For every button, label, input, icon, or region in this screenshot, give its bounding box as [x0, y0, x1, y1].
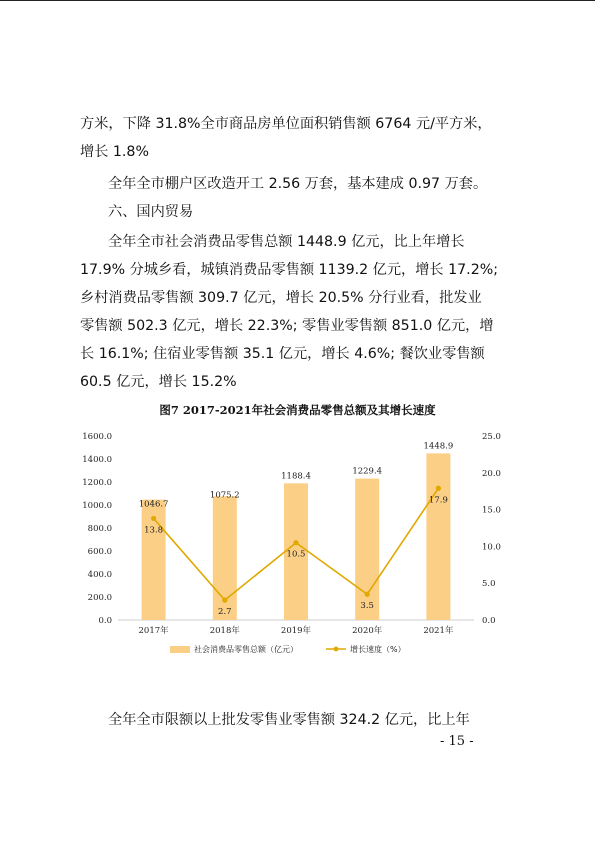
text-line: 全年全市限额以上批发零售业零售额 324.2 亿元，比上年 — [108, 712, 470, 728]
growth-point — [222, 598, 227, 603]
growth-point — [436, 486, 441, 491]
growth-value-label: 10.5 — [286, 549, 306, 560]
text-line: 零售额 502.3 亿元，增长 22.3%; 零售业零售额 851.0 亿元，增 — [80, 318, 494, 334]
bar — [426, 453, 450, 620]
growth-value-label: 17.9 — [428, 495, 448, 506]
legend-swatch-point — [334, 647, 339, 652]
text-line: 全年全市社会消费品零售总额 1448.9 亿元，比上年增长 — [108, 234, 465, 250]
section-heading-domestic-trade — [80, 198, 520, 226]
growth-value-label: 2.7 — [218, 607, 232, 618]
growth-value-label: 13.8 — [144, 525, 164, 536]
text-line: 乡村消费品零售额 309.7 亿元，增长 20.5% 分行业看，批发业 — [80, 290, 482, 306]
y-right-tick-label: 15.0 — [482, 505, 501, 516]
growth-point — [293, 540, 298, 545]
figure-title: 图7 2017-2021年社会消费品零售总额及其增长速度 — [159, 403, 436, 417]
text-line: 六、国内贸易 — [108, 204, 194, 220]
legend-label-bar: 社会消费品零售总额（亿元） — [194, 645, 298, 654]
text-line: 增长 1.8% — [80, 144, 149, 160]
y-left-tick-label: 400.0 — [87, 570, 112, 580]
bar-value-label: 1046.7 — [138, 499, 169, 510]
x-tick-label: 2018年 — [209, 626, 240, 636]
paragraph-housing-sales — [80, 110, 520, 166]
y-left-tick-label: 0.0 — [98, 616, 112, 626]
bar — [355, 479, 379, 620]
y-left-tick-label: 1400.0 — [82, 455, 112, 465]
paragraph-retail-sales — [80, 228, 520, 396]
paragraph-shantytown — [80, 170, 520, 198]
page-number: - 15 - — [440, 734, 474, 749]
x-tick-label: 2020年 — [352, 626, 383, 636]
bar-value-label: 1075.2 — [209, 490, 240, 501]
y-left-tick-label: 600.0 — [87, 547, 112, 557]
bar-value-label: 1188.4 — [281, 471, 311, 482]
legend-swatch-bar — [170, 646, 190, 653]
growth-value-label: 3.5 — [360, 601, 374, 612]
text-line: 17.9% 分城乡看，城镇消费品零售额 1139.2 亿元，增长 17.2%; — [80, 262, 498, 278]
x-tick-label: 2021年 — [423, 626, 454, 636]
top-rule — [0, 0, 595, 1]
bar-value-label: 1448.9 — [423, 441, 454, 452]
y-right-tick-label: 20.0 — [482, 468, 501, 479]
text-line: 全年全市棚户区改造开工 2.56 万套，基本建成 0.97 万套。 — [108, 176, 488, 192]
y-right-tick-label: 25.0 — [482, 432, 501, 442]
y-left-tick-label: 1200.0 — [82, 478, 112, 488]
x-tick-label: 2019年 — [280, 626, 312, 636]
text-line: 60.5 亿元，增长 15.2% — [80, 374, 237, 390]
y-right-tick-label: 5.0 — [482, 579, 496, 590]
legend-label-line: 增长速度（%） — [350, 645, 406, 654]
text-line: 方米，下降 31.8%全市商品房单位面积销售额 6764 元/平方米， — [80, 116, 492, 132]
text-line: 长 16.1%; 住宿业零售额 35.1 亿元，增长 4.6%; 餐饮业零售额 — [80, 346, 485, 362]
growth-point — [151, 516, 156, 521]
paragraph-wholesale-retail — [80, 706, 520, 734]
y-left-tick-label: 1600.0 — [82, 432, 112, 442]
growth-point — [365, 592, 370, 597]
retail-sales-chart — [70, 424, 520, 664]
y-right-tick-label: 0.0 — [482, 616, 496, 626]
x-tick-label: 2017年 — [138, 626, 169, 636]
y-right-tick-label: 10.0 — [482, 542, 501, 553]
y-left-tick-label: 800.0 — [87, 524, 112, 534]
y-left-tick-label: 200.0 — [87, 593, 112, 603]
y-left-tick-label: 1000.0 — [82, 501, 112, 511]
bar-value-label: 1229.4 — [352, 466, 383, 477]
